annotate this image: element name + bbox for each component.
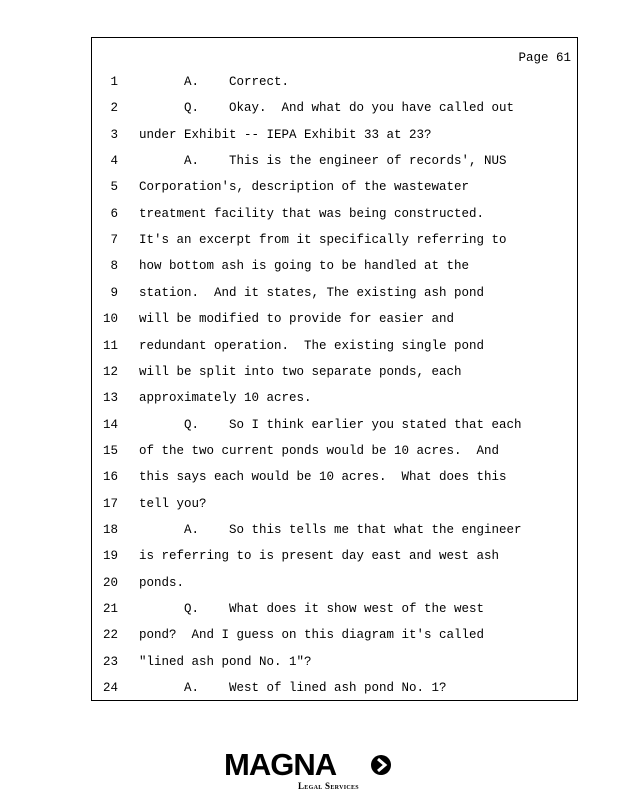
transcript-line-text: tell you?: [139, 496, 207, 511]
page-number: Page 61: [518, 51, 571, 65]
transcript-line-text: how bottom ash is going to be handled at the: [139, 259, 470, 274]
transcript-line-text: under Exhibit -- IEPA Exhibit 33 at 23?: [139, 127, 432, 142]
transcript-page: [91, 37, 578, 701]
line-number: 16: [102, 470, 118, 485]
transcript-line-text: Corporation's, description of the wastewater: [139, 180, 470, 195]
transcript-line-text: is referring to is present day east and west ash: [139, 549, 500, 564]
line-number: 9: [110, 285, 118, 300]
line-number: 21: [102, 602, 118, 616]
line-number: 17: [102, 496, 118, 511]
transcript-line-text: of the two current ponds would be 10 acres. And: [139, 443, 500, 458]
line-number: 2: [110, 101, 118, 116]
transcript-line-text: treatment facility that was being constructed.: [139, 206, 485, 221]
line-number: 15: [102, 443, 118, 458]
line-number: 5: [110, 180, 118, 195]
transcript-line-text: It's an excerpt from it specifically referring to: [139, 233, 507, 248]
line-number: 10: [102, 312, 118, 327]
line-number: 7: [110, 233, 118, 248]
line-number: 18: [102, 522, 118, 537]
magna-logo: [224, 748, 396, 792]
transcript-line-text: will be modified to provide for easier and: [139, 312, 455, 327]
line-number: 6: [110, 206, 118, 221]
transcript-line-text: A. West of lined ash pond No. 1?: [139, 681, 447, 696]
transcript-line-text: "lined ash pond No. 1"?: [139, 654, 312, 669]
line-number: 22: [102, 628, 118, 643]
logo-wordmark: MAGNA: [224, 747, 337, 782]
transcript-line-text: this says each would be 10 acres. What does this: [139, 470, 507, 485]
transcript-line-text: A. So this tells me that what the engineer: [139, 522, 522, 537]
line-number: 23: [102, 654, 118, 669]
transcript-line-text: A. Correct.: [139, 75, 290, 89]
transcript-line-text: will be split into two separate ponds, each: [139, 364, 462, 379]
line-number: 14: [102, 417, 118, 432]
transcript-line-text: ponds.: [139, 575, 185, 590]
transcript-line-text: A. This is the engineer of records', NUS: [139, 154, 507, 169]
line-number: 20: [102, 575, 118, 590]
line-number: 13: [102, 391, 118, 406]
transcript-line-text: pond? And I guess on this diagram it's called: [139, 628, 485, 643]
transcript-line-text: Q. Okay. And what do you have called out: [139, 101, 515, 116]
line-number: 4: [110, 154, 118, 169]
line-number: 19: [102, 549, 118, 564]
transcript-line-text: redundant operation. The existing single pond: [139, 338, 485, 353]
line-number: 24: [102, 681, 118, 696]
line-number: 12: [102, 364, 118, 379]
line-number: 1: [110, 75, 118, 89]
line-number: 3: [110, 127, 118, 142]
chevron-circle-icon: [370, 754, 392, 776]
transcript-line-text: approximately 10 acres.: [139, 391, 312, 406]
line-number: 8: [110, 259, 118, 274]
line-number: 11: [102, 338, 118, 353]
logo-subtext: Legal Services: [298, 781, 359, 791]
transcript-line-text: Q. So I think earlier you stated that each: [139, 417, 522, 432]
transcript-line-text: station. And it states, The existing ash pond: [139, 285, 485, 300]
transcript-line-text: Q. What does it show west of the west: [139, 602, 485, 616]
